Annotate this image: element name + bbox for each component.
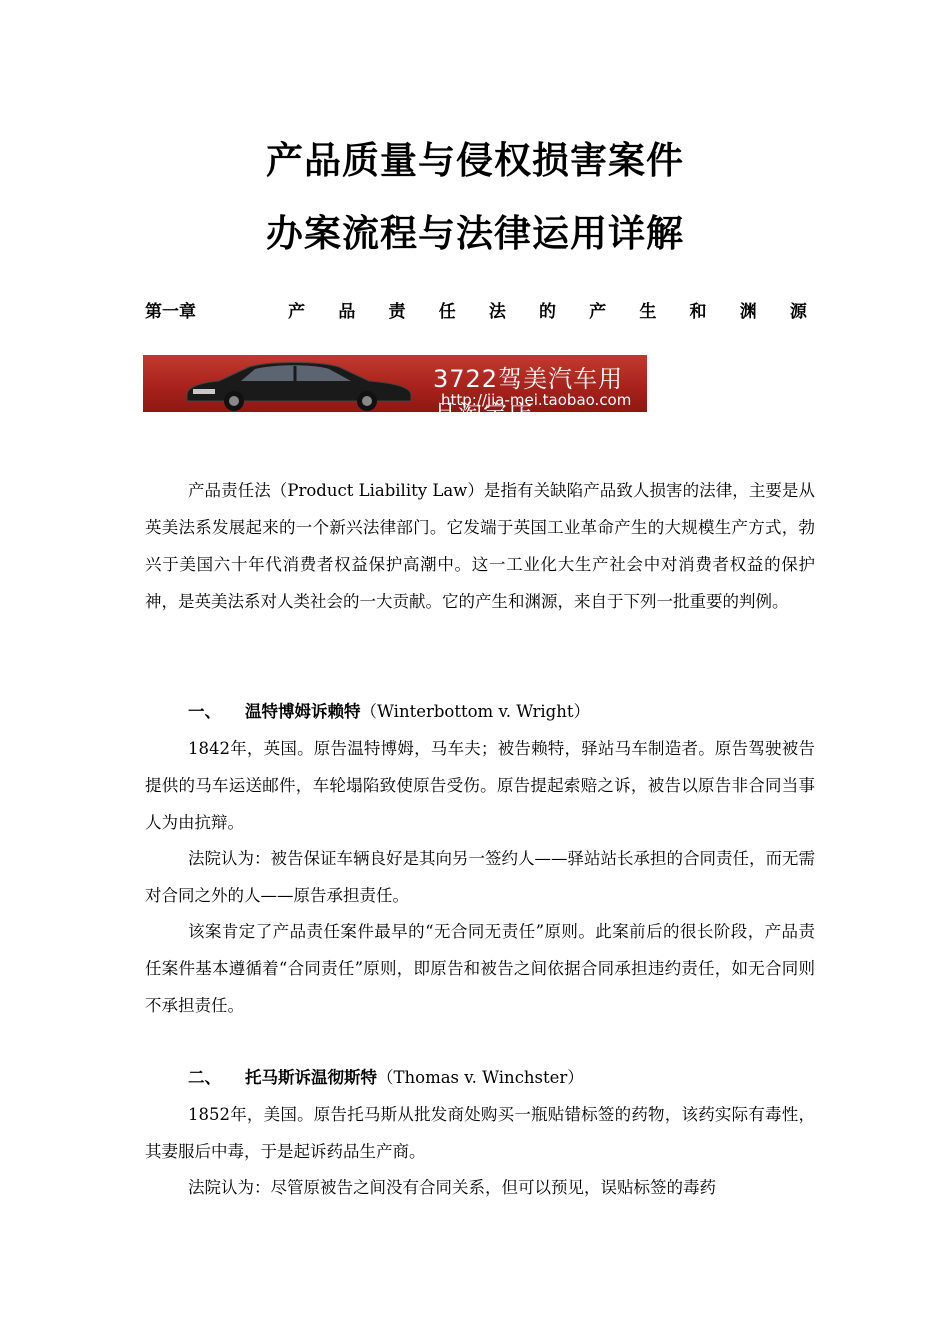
document-title-line1: 产品质量与侵权损害案件 bbox=[266, 139, 684, 182]
chapter-title-char: 任 bbox=[438, 302, 456, 322]
chapter-title-char: 和 bbox=[689, 302, 707, 322]
intro-paragraph: 产品责任法（Product Liability Law）是指有关缺陷产品致人损害的法律，主要是从英美法系发展起来的一个新兴法律部门。它发端于英国工业革命产生的大规模生产方式，勃兴于美国六十年代消费者权益保护高潮中。这一工业化大生产社会中对消费者权益的保护神，是英美法系对人类社会的一大贡献。它的产生和渊源，来自于下列一批重要的判例。 bbox=[145, 481, 815, 611]
chapter-title-char: 法 bbox=[488, 302, 506, 322]
case2-heading bbox=[188, 1059, 584, 1096]
chapter-title-char: 源 bbox=[789, 302, 807, 322]
chapter-title-char: 的 bbox=[539, 302, 557, 322]
case1-paragraph-2: 法院认为：被告保证车辆良好是其向另一签约人——驿站站长承担的合同责任，而无需对合同之外的人——原告承担责任。 bbox=[145, 849, 815, 905]
case1-paragraph-1: 1842年，英国。原告温特博姆，马车夫；被告赖特，驿站马车制造者。原告驾驶被告提供的马车运送邮件，车轮塌陷致使原告受伤。原告提起索赔之诉，被告以原告非合同当事人为由抗辩。 bbox=[145, 739, 815, 832]
shop-banner[interactable] bbox=[143, 355, 647, 428]
case2-english: （Thomas v. Winchster） bbox=[377, 1068, 584, 1087]
case1-name: 温特博姆诉赖特 bbox=[245, 702, 361, 721]
chapter-number: 第一章 bbox=[145, 302, 196, 322]
banner-url[interactable]: http://jia-mei.taobao.com bbox=[441, 391, 632, 409]
case2-paragraph-2: 法院认为：尽管原被告之间没有合同关系，但可以预见，误贴标签的毒药 bbox=[188, 1178, 716, 1197]
case1-english: （Winterbottom v. Wright） bbox=[360, 702, 590, 721]
case2-name: 托马斯诉温彻斯特 bbox=[245, 1068, 377, 1087]
case2-paragraph-1: 1852年，美国。原告托马斯从批发商处购买一瓶贴错标签的药物，该药实际有毒性，其妻服后中毒，于是起诉药品生产商。 bbox=[145, 1105, 815, 1161]
car-image bbox=[179, 357, 419, 411]
case1-paragraph-3: 该案肯定了产品责任案件最早的“无合同无责任”原则。此案前后的很长阶段，产品责任案件基本遵循着“合同责任”原则，即原告和被告之间依据合同承担违约责任，如无合同则不承担责任。 bbox=[145, 922, 815, 1015]
case1-number: 一、 bbox=[188, 702, 221, 721]
chapter-title-char: 产 bbox=[589, 302, 607, 322]
chapter-title-char: 责 bbox=[388, 302, 406, 322]
chapter-title-char: 产 bbox=[288, 302, 306, 322]
chapter-heading bbox=[145, 297, 807, 322]
document-title-line2: 办案流程与法律运用详解 bbox=[266, 212, 684, 255]
banner-title: 3722驾美汽车用品淘宝店 bbox=[433, 365, 624, 428]
chapter-title-char: 品 bbox=[338, 302, 356, 322]
case1-heading bbox=[188, 693, 590, 730]
chapter-title-char: 生 bbox=[639, 302, 657, 322]
chapter-title-char: 渊 bbox=[739, 302, 757, 322]
case2-number: 二、 bbox=[188, 1068, 221, 1087]
